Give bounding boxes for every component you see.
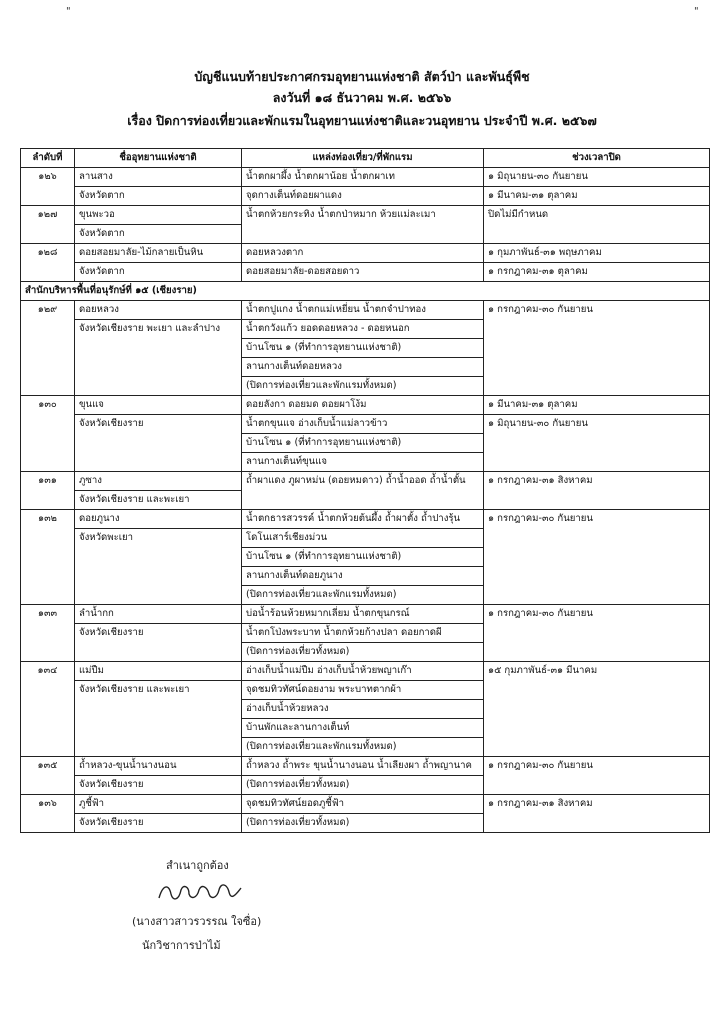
place-entry: น้ำตกปูแกง น้ำตกแม่เหยี่ยน น้ำตกจำปาทอง: [242, 301, 484, 320]
closure-period: ๑ กรกฎาคม-๓๐ กันยายน: [484, 301, 710, 396]
table-row: [21, 263, 710, 282]
region-heading: สำนักบริหารพื้นที่อนุรักษ์ที่ ๑๕ (เชียงราย): [21, 282, 710, 301]
place-entry: ดอยสอยมาลัย-ดอยสอยดาว: [242, 263, 484, 282]
place-entry: โดโนเสาร์เชียงม่วน: [242, 529, 484, 548]
col-header-number: ลำดับที่: [21, 149, 75, 168]
closure-period: ๑ กรกฎาคม-๓๐ กันยายน: [484, 757, 710, 795]
table-row: [21, 757, 710, 776]
place-entry: ดอยหลวงตาก: [242, 244, 484, 263]
place-entry: (ปิดการท่องเที่ยวทั้งหมด): [242, 776, 484, 795]
place-entry: (ปิดการท่องเที่ยวทั้งหมด): [242, 814, 484, 833]
place-entry: ลานกางเต็นท์ขุนแจ: [242, 453, 484, 472]
park-province: จังหวัดเชียงราย: [75, 814, 242, 833]
place-entry: (ปิดการท่องเที่ยวและพักแรมทั้งหมด): [242, 738, 484, 757]
park-province: จังหวัดตาก: [75, 263, 242, 282]
place-entry: ถ้ำหลวง ถ้ำพระ ขุนน้ำนางนอน น้ำเลียงผา ถ้ำพญานาค: [242, 757, 484, 776]
park-name: ดอยภูนาง: [75, 510, 242, 529]
closure-period: ๑ กรกฎาคม-๓๑ ตุลาคม: [484, 263, 710, 282]
closure-period: ๑ กุมภาพันธ์-๓๑ พฤษภาคม: [484, 244, 710, 263]
place-entry: บ้านโซน ๑ (ที่ทำการอุทยานแห่งชาติ): [242, 339, 484, 358]
entry-number: ๑๒๗: [21, 206, 75, 244]
col-header-period: ช่วงเวลาปิด: [484, 149, 710, 168]
closure-period: ๑ มิถุนายน-๓๐ กันยายน: [484, 168, 710, 187]
place-entry: (ปิดการท่องเที่ยวและพักแรมทั้งหมด): [242, 377, 484, 396]
corner-mark-left: ": [66, 6, 71, 17]
entry-number: ๑๓๑: [21, 472, 75, 510]
place-entry: ดอยลังกา ดอยมด ดอยผาโง้ม: [242, 396, 484, 415]
closure-period: ๑ มีนาคม-๓๑ ตุลาคม: [484, 396, 710, 415]
place-entry: บ้านโซน ๑ (ที่ทำการอุทยานแห่งชาติ): [242, 548, 484, 567]
col-header-park-name: ชื่ออุทยานแห่งชาติ: [75, 149, 242, 168]
place-entry: อ่างเก็บน้ำแม่ปืม อ่างเก็บน้ำห้วยพญาเก๊า: [242, 662, 484, 681]
park-name: ลานสาง: [75, 168, 242, 187]
park-name: ขุนพะวอ: [75, 206, 242, 225]
place-entry: น้ำตกห้วยกระทิง น้ำตกป่าหมาก ห้วยแม่ละเมา: [242, 206, 484, 244]
park-province: จังหวัดเชียงราย และพะเยา: [75, 681, 242, 757]
header-date: ลงวันที่ ๑๘ ธันวาคม พ.ศ. ๒๕๖๖: [272, 90, 452, 105]
table-row: [21, 662, 710, 681]
park-name: ลำน้ำกก: [75, 605, 242, 624]
closure-period: ๑ กรกฎาคม-๓๑ สิงหาคม: [484, 795, 710, 833]
table-row: [21, 472, 710, 491]
closure-period: ๑๕ กุมภาพันธ์-๓๑ มีนาคม: [484, 662, 710, 757]
place-entry: จุดกางเต็นท์ดอยผาแดง: [242, 187, 484, 206]
table-row: [21, 168, 710, 187]
place-entry: ลานกางเต็นท์ดอยภูนาง: [242, 567, 484, 586]
table-row: [21, 301, 710, 320]
header-title: บัญชีแนบท้ายประกาศกรมอุทยานแห่งชาติ สัตว์ป่า และพันธุ์พืช: [194, 69, 530, 84]
signer-position: นักวิชาการป่าไม้: [142, 939, 221, 952]
place-entry: ลานกางเต็นท์ดอยหลวง: [242, 358, 484, 377]
park-province: จังหวัดพะเยา: [75, 529, 242, 605]
col-header-places: แหล่งท่องเที่ยว/ที่พักแรม: [242, 149, 484, 168]
table-row: [21, 187, 710, 206]
table-row: [21, 415, 710, 434]
table-row: [21, 396, 710, 415]
park-province: จังหวัดเชียงราย: [75, 415, 242, 472]
table-body: [21, 168, 710, 833]
park-name: ดอยหลวง: [75, 301, 242, 320]
closure-table: [20, 148, 710, 833]
park-name: ภูชี้ฟ้า: [75, 795, 242, 814]
table-row: [21, 605, 710, 624]
entry-number: ๑๓๔: [21, 662, 75, 757]
park-province: จังหวัดเชียงราย และพะเยา: [75, 491, 242, 510]
park-name: แม่ปืม: [75, 662, 242, 681]
entry-number: ๑๒๘: [21, 244, 75, 282]
place-entry: จุดชมทิวทัศน์ยอดภูชี้ฟ้า: [242, 795, 484, 814]
signer-name: (นางสาวสาวรวรรณ ใจซื่อ): [132, 915, 262, 928]
table-row: [21, 795, 710, 814]
entry-number: ๑๒๙: [21, 301, 75, 396]
park-province: จังหวัดตาก: [75, 225, 242, 244]
park-province: จังหวัดเชียงราย พะเยา และลำปาง: [75, 320, 242, 396]
table-header-row: [21, 149, 710, 168]
closure-period: ๑ กรกฎาคม-๓๐ กันยายน: [484, 510, 710, 605]
place-entry: อ่างเก็บน้ำห้วยหลวง: [242, 700, 484, 719]
park-name: ถ้ำหลวง-ขุนน้ำนางนอน: [75, 757, 242, 776]
park-province: จังหวัดตาก: [75, 187, 242, 206]
closure-period: ๑ มีนาคม-๓๑ ตุลาคม: [484, 187, 710, 206]
entry-number: ๑๓๓: [21, 605, 75, 662]
handwritten-signature: [155, 878, 245, 906]
place-entry: (ปิดการท่องเที่ยวและพักแรมทั้งหมด): [242, 586, 484, 605]
table-row: [21, 510, 710, 529]
park-province: จังหวัดเชียงราย: [75, 624, 242, 662]
place-entry: น้ำตกธารสวรรค์ น้ำตกห้วยต้นผึ้ง ถ้ำผาตั้ง ถ้ำปางรุ้น: [242, 510, 484, 529]
place-entry: ถ้ำผาแดง ภูผาหม่น (ดอยหมดาว) ถ้ำน้ำออด ถ้ำน้ำตั้น: [242, 472, 484, 510]
place-entry: บ้านโซน ๑ (ที่ทำการอุทยานแห่งชาติ): [242, 434, 484, 453]
certified-text: สำเนาถูกต้อง: [166, 859, 229, 872]
header-subject: เรื่อง ปิดการท่องเที่ยวและพักแรมในอุทยานแห่งชาติและวนอุทยาน ประจำปี พ.ศ. ๒๕๖๗: [127, 113, 597, 128]
corner-mark-right: ": [694, 6, 699, 17]
closure-period: ๑ กรกฎาคม-๓๑ สิงหาคม: [484, 472, 710, 510]
park-province: จังหวัดเชียงราย: [75, 776, 242, 795]
closure-period: ปิดไม่มีกำหนด: [484, 206, 710, 244]
place-entry: จุดชมทิวทัศน์ดอยงาม พระบาทตากผ้า: [242, 681, 484, 700]
place-entry: บ้านพักและลานกางเต็นท์: [242, 719, 484, 738]
entry-number: ๑๓๐: [21, 396, 75, 472]
park-name: ภูซาง: [75, 472, 242, 491]
table-row: [21, 206, 710, 225]
closure-period: ๑ มิถุนายน-๓๐ กันยายน: [484, 415, 710, 472]
entry-number: ๑๓๖: [21, 795, 75, 833]
place-entry: น้ำตกโป่งพระบาท น้ำตกห้วยก้างปลา ดอยกาดผี: [242, 624, 484, 643]
place-entry: น้ำตกผาผึ้ง น้ำตกผาน้อย น้ำตกผาเท: [242, 168, 484, 187]
entry-number: ๑๓๒: [21, 510, 75, 605]
park-name: ขุนแจ: [75, 396, 242, 415]
park-name: ดอยสอยมาลัย-ไม้กลายเป็นหิน: [75, 244, 242, 263]
place-entry: (ปิดการท่องเที่ยวทั้งหมด): [242, 643, 484, 662]
table-row: [21, 282, 710, 301]
place-entry: น้ำตกขุนแจ อ่างเก็บน้ำแม่ลาวข้าว: [242, 415, 484, 434]
place-entry: บ่อน้ำร้อนห้วยหมากเลี่ยม น้ำตกขุนกรณ์: [242, 605, 484, 624]
place-entry: น้ำตกวังแก้ว ยอดดอยหลวง - ดอยหนอก: [242, 320, 484, 339]
table-row: [21, 244, 710, 263]
closure-period: ๑ กรกฎาคม-๓๐ กันยายน: [484, 605, 710, 662]
entry-number: ๑๒๖: [21, 168, 75, 206]
entry-number: ๑๓๕: [21, 757, 75, 795]
